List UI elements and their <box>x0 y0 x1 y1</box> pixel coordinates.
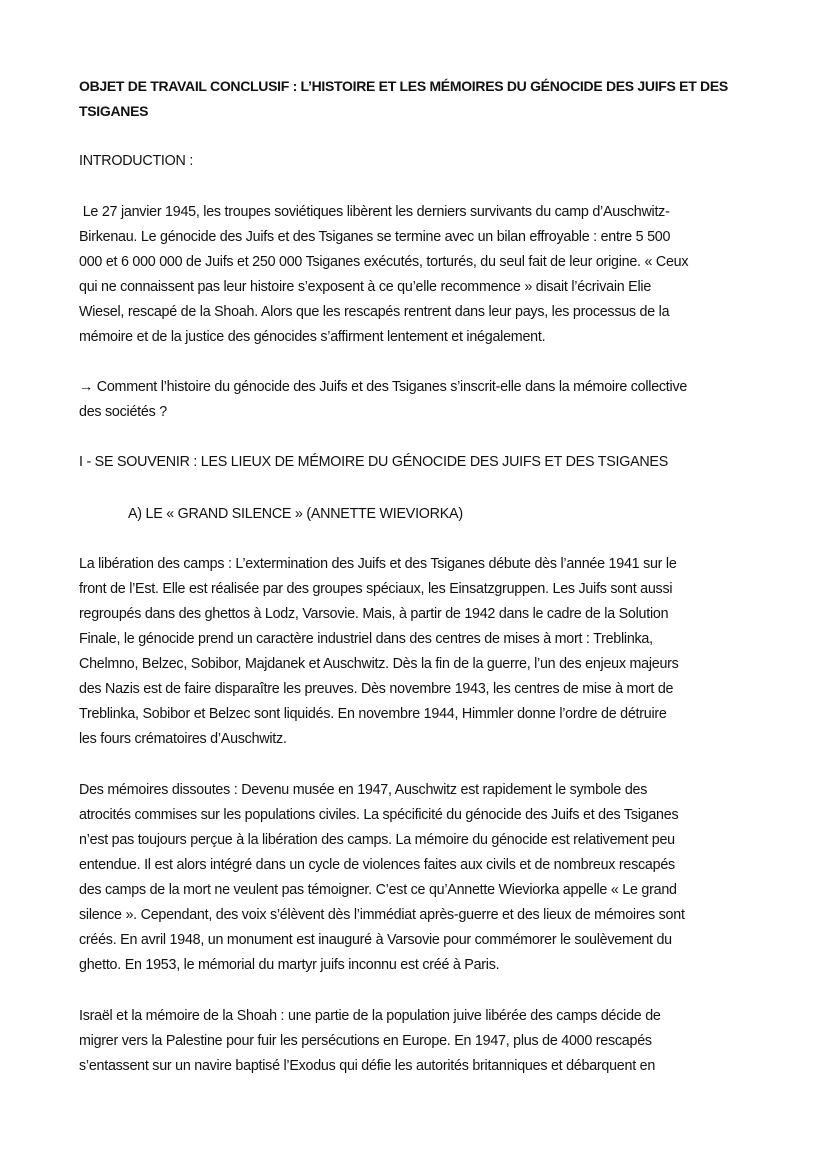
paragraph-liberation-des-camps <box>79 552 769 752</box>
intro-paragraph <box>79 200 769 350</box>
paragraph-line: front de l’Est. Elle est réalisée par des groupes spéciaux, les Einsatzgruppen. Les Juifs sont aussi <box>79 581 673 597</box>
paragraph-line: Des mémoires dissoutes : Devenu musée en 1947, Auschwitz est rapidement le symbole des <box>79 782 648 798</box>
problematique <box>79 375 769 425</box>
paragraph-line: Chelmno, Belzec, Sobibor, Majdanek et Auschwitz. Dès la fin de la guerre, l’un des enjeux majeurs <box>79 656 679 672</box>
paragraph-line: n’est pas toujours perçue à la libération des camps. La mémoire du génocide est relativement peu <box>79 832 675 848</box>
paragraph-line: Finale, le génocide prend un caractère industriel dans des centres de mises à mort : Treblinka, <box>79 631 653 647</box>
paragraph-line: La libération des camps : L’extermination des Juifs et des Tsiganes débute dès l’année 1941 sur le <box>79 556 677 572</box>
paragraph-line: Le 27 janvier 1945, les troupes soviétiques libèrent les derniers survivants du camp d’Auschwitz- <box>79 204 670 220</box>
paragraph-line: Wiesel, rescapé de la Shoah. Alors que les rescapés rentrent dans leur pays, les processus de la <box>79 304 670 320</box>
paragraph-line: → Comment l’histoire du génocide des Juifs et des Tsiganes s’inscrit-elle dans la mémoire collective <box>79 379 688 395</box>
paragraph-line: des sociétés ? <box>79 404 167 420</box>
paragraph-line: ghetto. En 1953, le mémorial du martyr juifs inconnu est créé à Paris. <box>79 957 500 973</box>
paragraph-line: Birkenau. Le génocide des Juifs et des Tsiganes se termine avec un bilan effroyable : entre 5 500 <box>79 229 671 245</box>
title-line: OBJET DE TRAVAIL CONCLUSIF : L’HISTOIRE ET LES MÉMOIRES DU GÉNOCIDE DES JUIFS ET DES <box>79 78 728 94</box>
paragraph-israel-memoire-shoah <box>79 1004 769 1079</box>
paragraph-line: migrer vers la Palestine pour fuir les persécutions en Europe. En 1947, plus de 4000 rescapés <box>79 1033 652 1049</box>
paragraph-line: des Nazis est de faire disparaître les preuves. Dès novembre 1943, les centres de mise à mort de <box>79 681 674 697</box>
paragraph-line: 000 et 6 000 000 de Juifs et 250 000 Tsiganes exécutés, torturés, du seul fait de leur origine. « Ceux <box>79 254 689 270</box>
paragraph-line: entendue. Il est alors intégré dans un cycle de violences faites aux civils et de nombreux rescapés <box>79 857 675 873</box>
introduction-heading: INTRODUCTION : <box>79 153 194 169</box>
paragraph-line: créés. En avril 1948, un monument est inauguré à Varsovie pour commémorer le soulèvement du <box>79 932 672 948</box>
paragraph-line: qui ne connaissent pas leur histoire s’exposent à ce qu’elle recommence » disait l’écrivain Elie <box>79 279 652 295</box>
document-title <box>79 74 769 124</box>
paragraph-line: mémoire et de la justice des génocides s’affirment lentement et inégalement. <box>79 329 546 345</box>
part1-heading: I - SE SOUVENIR : LES LIEUX DE MÉMOIRE DU GÉNOCIDE DES JUIFS ET DES TSIGANES <box>79 454 669 470</box>
paragraph-line: silence ». Cependant, des voix s’élèvent dès l’immédiat après-guerre et des lieux de mémoires sont <box>79 907 685 923</box>
paragraph-line: des camps de la mort ne veulent pas témoigner. C’est ce qu’Annette Wieviorka appelle « Le grand <box>79 882 677 898</box>
paragraph-line: regroupés dans des ghettos à Lodz, Varsovie. Mais, à partir de 1942 dans le cadre de la Solution <box>79 606 669 622</box>
paragraph-line: atrocités commises sur les populations civiles. La spécificité du génocide des Juifs et des Tsiganes <box>79 807 679 823</box>
paragraph-line: s’entassent sur un navire baptisé l’Exodus qui défie les autorités britanniques et débarquent en <box>79 1058 656 1074</box>
subsection-a-heading: A) LE « GRAND SILENCE » (ANNETTE WIEVIORKA) <box>128 506 463 522</box>
title-line: TSIGANES <box>79 103 149 119</box>
paragraph-line: les fours crématoires d’Auschwitz. <box>79 731 287 747</box>
paragraph-line: Israël et la mémoire de la Shoah : une partie de la population juive libérée des camps décide de <box>79 1008 661 1024</box>
paragraph-line: Treblinka, Sobibor et Belzec sont liquidés. En novembre 1944, Himmler donne l’ordre de détruire <box>79 706 667 722</box>
paragraph-memoires-dissoutes <box>79 778 769 978</box>
